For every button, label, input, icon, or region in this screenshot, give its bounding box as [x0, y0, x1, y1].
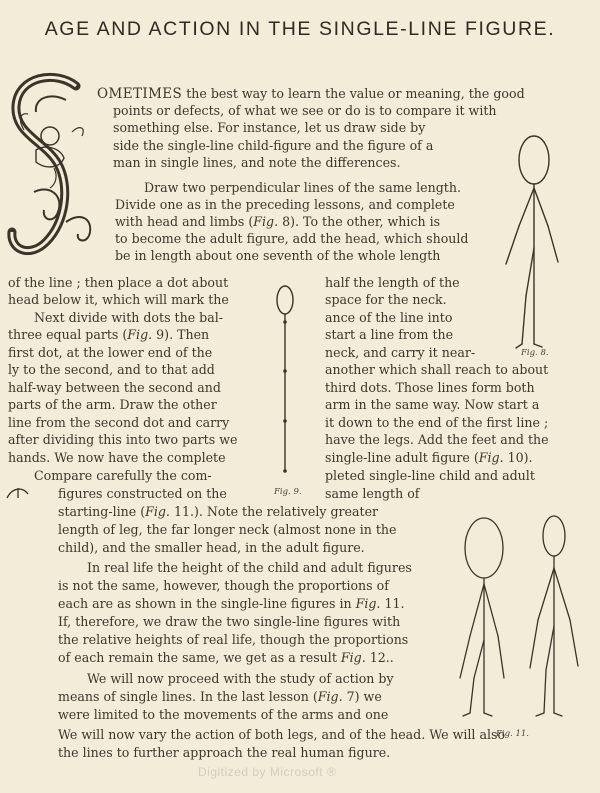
decorative-initial-s: [6, 72, 98, 268]
text-line: be in length about one seventh of the whole length: [115, 248, 441, 263]
text-line: is not the same, however, though the proportions of: [58, 578, 389, 593]
text-span: 11.). Note the relatively greater: [169, 504, 379, 519]
text-line: We will now proceed with the study of action by: [87, 671, 394, 686]
text-line: pleted single-line child and adult: [325, 468, 535, 483]
text-line: half the length of the: [325, 275, 460, 290]
text-line: ly to the second, and to that add: [8, 362, 215, 377]
text-line: ance of the line into: [325, 310, 453, 325]
drop-cap-word: OMETIMES: [97, 86, 183, 102]
digitized-watermark: Digitized by Microsoft ®: [198, 765, 337, 779]
figure-ref: Fig.: [127, 327, 153, 342]
text-line: the best way to learn the value or meaning, the good: [182, 86, 525, 101]
text-line: If, therefore, we draw the two single-line figures with: [58, 614, 401, 629]
text-span: 8). To the other, which is: [278, 214, 441, 229]
text-line: head below it, which will mark the: [8, 292, 229, 307]
text-span: of each remain the same, we get as a result: [58, 650, 341, 665]
figure-ref: Fig.: [317, 689, 343, 704]
text-line: it down to the end of the first line ;: [325, 415, 549, 430]
text-line: were limited to the movements of the arms and one: [58, 707, 389, 722]
text-line: the relative heights of real life, though the proportions: [58, 632, 409, 647]
text-line: to become the adult figure, add the head, which should: [115, 231, 469, 246]
text-line: another which shall reach to about: [325, 362, 549, 377]
text-span: 12..: [365, 650, 394, 665]
figure-ref: Fig.: [355, 596, 381, 611]
text-line: man in single lines, and note the differences.: [113, 155, 401, 170]
fig9-caption: Fig. 9.: [274, 487, 302, 497]
text-line: We will now vary the action of both legs, and of the head. We will also: [58, 727, 506, 742]
text-span: 11.: [380, 596, 405, 611]
page-title: AGE AND ACTION IN THE SINGLE-LINE FIGURE.: [44, 18, 556, 40]
text-span: means of single lines. In the last lesson (: [58, 689, 318, 704]
text-span: single-line adult figure (: [325, 450, 479, 465]
figure-ref: Fig.: [253, 214, 279, 229]
text-line: the lines to further approach the real human figure.: [58, 745, 391, 760]
text-line: points or defects, of what we see or do is to compare it with: [113, 103, 497, 118]
figure-ref: Fig.: [340, 650, 366, 665]
text-span: with head and limbs (: [115, 214, 254, 229]
text-span: each are as shown in the single-line figures in: [58, 596, 356, 611]
text-span: starting-line (: [58, 504, 146, 519]
text-line: Compare carefully the com-: [34, 468, 212, 483]
fig11-child-adult-figures: [450, 508, 598, 730]
text-line: child), and the smaller head, in the adult figure.: [58, 540, 365, 555]
text-span: 9). Then: [152, 327, 210, 342]
text-line: length of leg, the far longer neck (almost none in the: [58, 522, 397, 537]
text-line: side the single-line child-figure and the figure of a: [113, 138, 434, 153]
text-line: arm in the same way. Now start a: [325, 397, 540, 412]
text-line: after dividing this into two parts we: [8, 432, 238, 447]
text-line: line from the second dot and carry: [8, 415, 230, 430]
fig11-caption: Fig. 11.: [496, 729, 529, 739]
text-line: hands. We now have the complete: [8, 450, 226, 465]
text-span: three equal parts (: [8, 327, 128, 342]
fig8-caption: Fig. 8.: [521, 348, 549, 358]
text-line: Next divide with dots the bal-: [34, 310, 224, 325]
fig9-divided-line: [270, 285, 300, 485]
text-line: half-way between the second and: [8, 380, 221, 395]
text-line: Divide one as in the preceding lessons, and complete: [115, 197, 455, 212]
text-line: space for the neck.: [325, 292, 447, 307]
text-line: same length of: [325, 486, 420, 501]
figure-ref: Fig.: [478, 450, 504, 465]
text-line: start a line from the: [325, 327, 454, 342]
marginal-mark-icon: [4, 484, 32, 502]
text-span: 7) we: [342, 689, 382, 704]
text-line: parts of the arm. Draw the other: [8, 397, 217, 412]
text-line: of the line ; then place a dot about: [8, 275, 229, 290]
text-line: third dots. Those lines form both: [325, 380, 535, 395]
text-line: first dot, at the lower end of the: [8, 345, 213, 360]
text-span: 10).: [503, 450, 533, 465]
text-line: something else. For instance, let us draw side by: [113, 120, 426, 135]
text-line: figures constructed on the: [58, 486, 227, 501]
text-line: have the legs. Add the feet and the: [325, 432, 549, 447]
fig8-child-figure: [486, 130, 582, 368]
text-line: In real life the height of the child and adult figures: [87, 560, 412, 575]
figure-ref: Fig.: [145, 504, 170, 519]
text-line: neck, and carry it near-: [325, 345, 476, 360]
text-line: Draw two perpendicular lines of the same length.: [144, 180, 461, 195]
